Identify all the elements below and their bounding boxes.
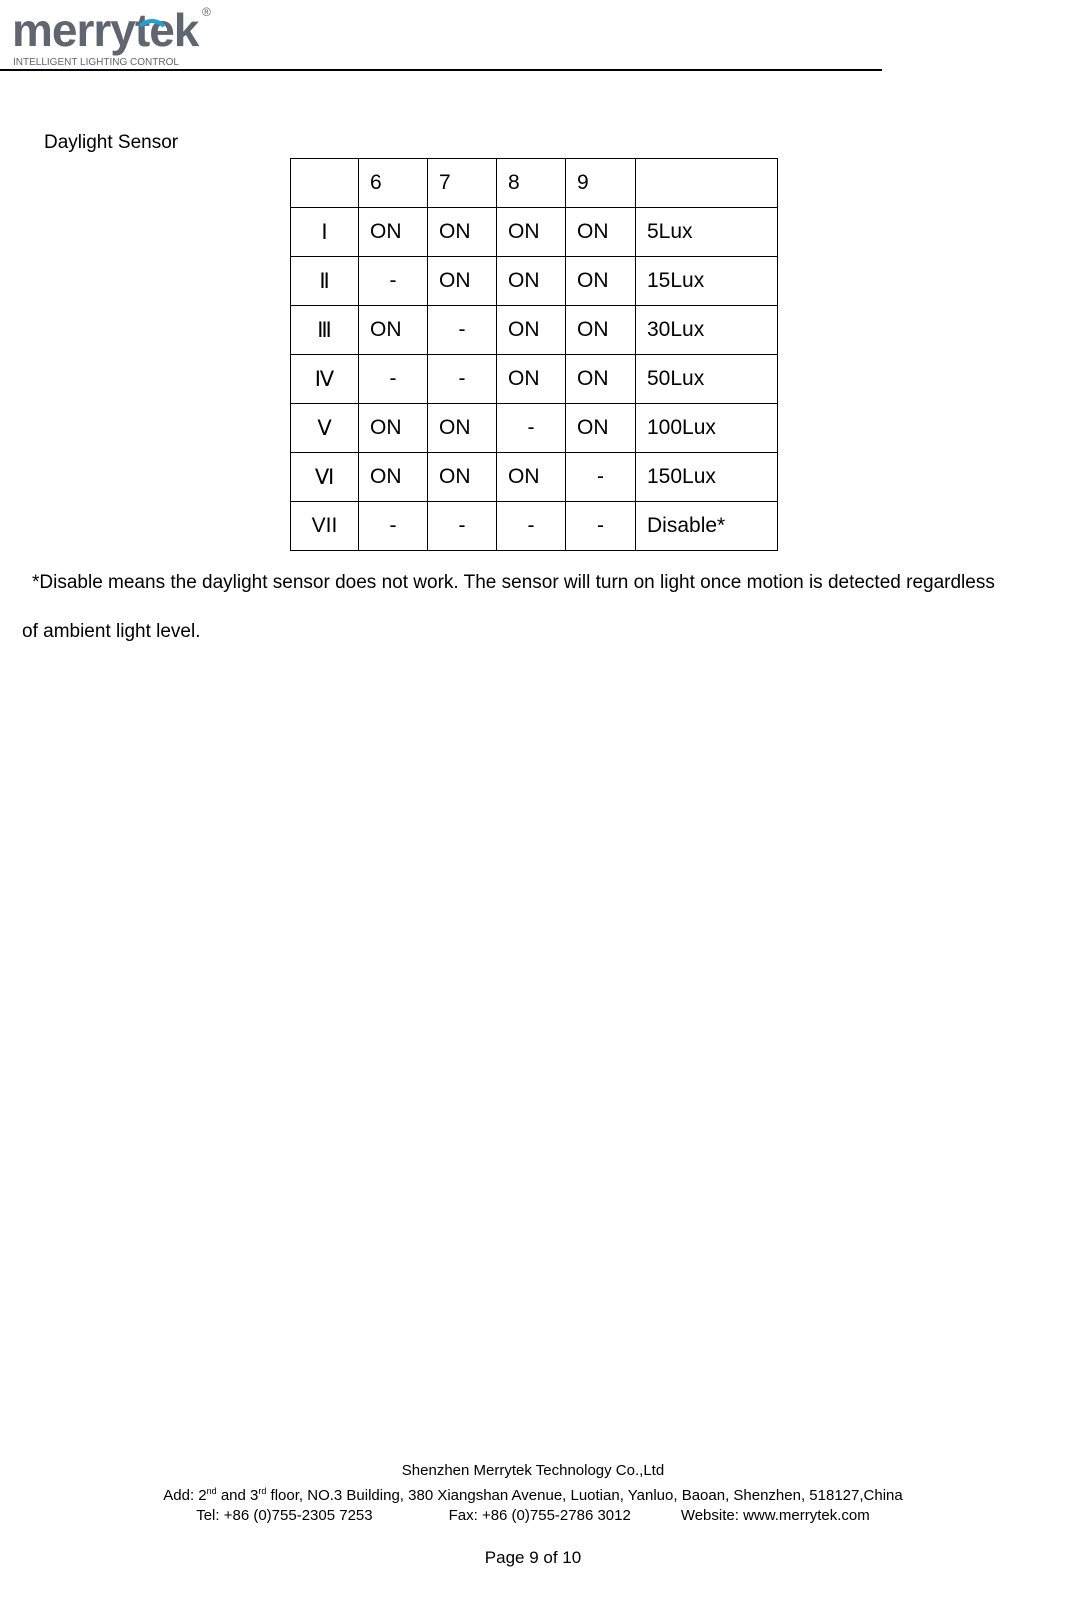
daylight-sensor-table	[290, 158, 778, 551]
footer-website: Website: www.merrytek.com	[680, 1507, 870, 1524]
table-cell: ON	[359, 306, 428, 355]
footer-fax: Fax: +86 (0)755-2786 3012	[448, 1507, 631, 1524]
table-row	[291, 502, 778, 551]
table-cell: -	[359, 355, 428, 404]
footer-tel: Tel: +86 (0)755-2305 7253	[196, 1507, 373, 1524]
table-row	[291, 453, 778, 502]
table-cell: 100Lux	[636, 404, 778, 453]
registered-mark: ®	[202, 5, 211, 19]
table-cell: -	[359, 502, 428, 551]
table-header-cell: 7	[428, 159, 497, 208]
table-cell: -	[566, 453, 636, 502]
table-cell: ON	[428, 404, 497, 453]
table-cell: ON	[497, 208, 566, 257]
table-cell: -	[566, 502, 636, 551]
table-cell: ON	[566, 404, 636, 453]
page-number: Page 9 of 10	[484, 1548, 582, 1567]
merrytek-logo	[12, 4, 217, 68]
header-divider	[0, 69, 882, 71]
table-cell: Ⅴ	[291, 404, 359, 453]
table-cell: Ⅰ	[291, 208, 359, 257]
table-cell: Ⅵ	[291, 453, 359, 502]
disable-note-line2: of ambient light level.	[22, 621, 201, 642]
table-cell: Ⅱ	[291, 257, 359, 306]
table-cell: ON	[497, 306, 566, 355]
table-cell: ON	[428, 257, 497, 306]
table-cell: 30Lux	[636, 306, 778, 355]
disable-note-line1: *Disable means the daylight sensor does not work. The sensor will turn on light once motion is detected regardless	[32, 572, 995, 593]
logo-tagline: INTELLIGENT LIGHTING CONTROL	[13, 57, 179, 68]
table-cell: -	[428, 306, 497, 355]
table-cell: ON	[428, 208, 497, 257]
table-cell: 150Lux	[636, 453, 778, 502]
table-cell: -	[428, 355, 497, 404]
table-cell: 5Lux	[636, 208, 778, 257]
table-cell: Ⅲ	[291, 306, 359, 355]
table-row	[291, 355, 778, 404]
table-cell: ON	[566, 208, 636, 257]
logo-wordmark: merrytek	[12, 4, 199, 56]
table-header-cell: 6	[359, 159, 428, 208]
table-cell: Disable*	[636, 502, 778, 551]
table-header-cell: 8	[497, 159, 566, 208]
table-cell: -	[497, 502, 566, 551]
table-cell: -	[359, 257, 428, 306]
table-cell: ON	[566, 306, 636, 355]
table-header-cell: 9	[566, 159, 636, 208]
table-cell: ON	[566, 355, 636, 404]
table-cell: ON	[497, 453, 566, 502]
table-cell: VII	[291, 502, 359, 551]
table-header-cell	[636, 159, 778, 208]
table-cell: ON	[566, 257, 636, 306]
table-cell: Ⅳ	[291, 355, 359, 404]
table-cell: ON	[497, 257, 566, 306]
table-cell: 50Lux	[636, 355, 778, 404]
footer-address: Add: 2nd and 3rd floor, NO.3 Building, 380 Xiangshan Avenue, Luotian, Yanluo, Baoan, Shenzhen, 518127,China	[163, 1486, 903, 1504]
table-cell: ON	[359, 453, 428, 502]
footer-contact	[0, 1507, 1066, 1524]
table-header-row	[291, 159, 778, 208]
table-header-cell	[291, 159, 359, 208]
table-row	[291, 306, 778, 355]
section-title: Daylight Sensor	[44, 132, 179, 153]
table-cell: 15Lux	[636, 257, 778, 306]
table-cell: ON	[359, 208, 428, 257]
table-cell: -	[428, 502, 497, 551]
table-cell: ON	[359, 404, 428, 453]
footer-company: Shenzhen Merrytek Technology Co.,Ltd	[401, 1462, 665, 1479]
table-cell: -	[497, 404, 566, 453]
table-cell: ON	[497, 355, 566, 404]
table-row	[291, 257, 778, 306]
table-row	[291, 208, 778, 257]
table-row	[291, 404, 778, 453]
table-cell: ON	[428, 453, 497, 502]
